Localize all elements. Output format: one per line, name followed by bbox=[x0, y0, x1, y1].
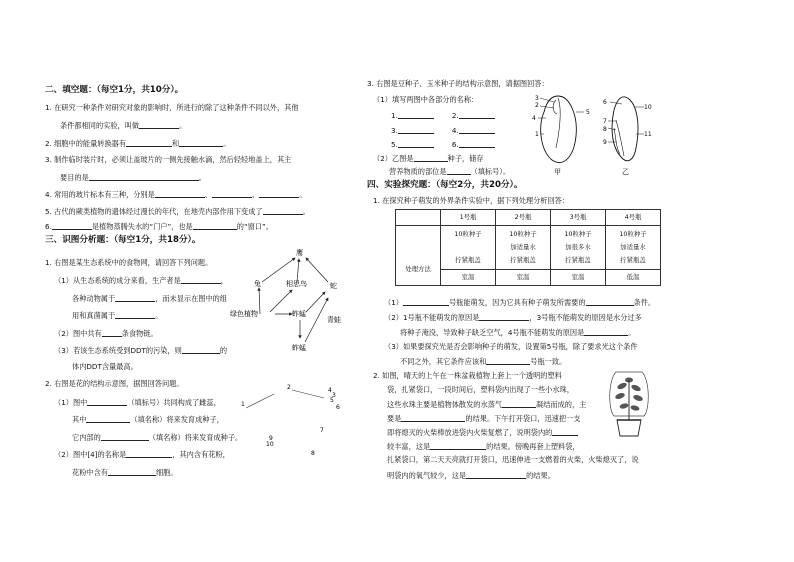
table-cell: 室温 bbox=[551, 270, 606, 286]
answer-blank[interactable] bbox=[101, 433, 149, 441]
flower-label: 6 bbox=[336, 404, 340, 411]
s4-q2-line6: 较丰富，这是 的结果。傍晚再套上塑料袋， bbox=[387, 442, 580, 451]
seed-structure-diagram bbox=[530, 90, 660, 178]
answer-blank[interactable] bbox=[584, 328, 628, 336]
bean-label: 1 bbox=[535, 131, 539, 138]
answer-blank[interactable] bbox=[126, 450, 172, 458]
flower-label: 8 bbox=[311, 450, 315, 457]
answer-blank[interactable] bbox=[126, 139, 172, 147]
corn-label: 10 bbox=[644, 104, 652, 111]
flower-label: 2 bbox=[287, 384, 291, 391]
s4-q2-line7: 扎紧袋口，第二天天亮就打开袋口，迅速伸进一支燃着的火柴，火柴熄灭了，说 bbox=[387, 455, 639, 464]
answer-blank[interactable] bbox=[89, 173, 199, 181]
answer-blank[interactable] bbox=[52, 222, 92, 230]
flower-label: 10 bbox=[266, 441, 274, 448]
s4-q2-line2: 袋，扎紧袋口，一段时间后，塑料袋内出现了一些小水珠， bbox=[387, 385, 574, 394]
s3-q1-3c: 体内DDT含量最高。 bbox=[72, 362, 138, 371]
s2-q3-line2: 要目的是 。 bbox=[60, 173, 206, 182]
corn-label: 11 bbox=[644, 131, 652, 138]
s2-q6: 6. 是植物蒸腾失水的“门户”，也是 的“窗口”。 bbox=[45, 222, 273, 231]
food-web-node: 相思鸟 bbox=[286, 280, 307, 288]
r-q3-1: （1）填写两图中各部分的名称： bbox=[373, 95, 479, 104]
food-web-node: 青蛙 bbox=[327, 316, 341, 324]
answer-blank[interactable] bbox=[430, 442, 486, 450]
answer-blank[interactable] bbox=[479, 313, 529, 321]
flower-label: 4 bbox=[328, 387, 332, 394]
answer-blank[interactable] bbox=[486, 357, 530, 365]
s4-q1: 1. 在探究种子萌发的外界条件实验中，据下列处理分析回答： bbox=[373, 196, 570, 205]
food-web-node: 绿色植物 bbox=[230, 310, 258, 318]
r-q3-items-row2: 3. 4. bbox=[391, 126, 495, 134]
s3-q1-1a: （1）从生态系统的成分来看，生产者是 ， bbox=[54, 276, 228, 285]
corn-label: 7 bbox=[603, 118, 607, 125]
corn-caption: 乙 bbox=[622, 168, 629, 176]
answer-blank[interactable] bbox=[115, 294, 155, 302]
table-cell: 室温 bbox=[496, 270, 551, 286]
answer-blank[interactable] bbox=[193, 222, 237, 230]
s4-q2-line3: 这些水珠主要是植物体散发的水蒸气 凝结而成的，主 bbox=[387, 400, 587, 409]
s2-q4: 4. 常用的玻片标本有三种，分别是 、 、 。 bbox=[45, 190, 307, 199]
r-q3: 3. 右图是豆种子、玉米种子的结构示意图，请据图回答： bbox=[367, 79, 549, 88]
answer-blank[interactable] bbox=[447, 167, 471, 175]
answer-blank[interactable] bbox=[466, 471, 526, 479]
table-header-cell: 1号瓶 bbox=[441, 210, 496, 226]
s3-q2-1: （1）图中 （填标号）共同构成了雌蕊， bbox=[54, 398, 221, 407]
answer-blank[interactable] bbox=[398, 111, 434, 119]
answer-blank[interactable] bbox=[212, 190, 252, 198]
flower-label: 3 bbox=[332, 392, 336, 399]
answer-blank[interactable] bbox=[108, 468, 156, 476]
bean-label: 4 bbox=[532, 115, 536, 122]
food-web-diagram bbox=[230, 244, 360, 356]
answer-blank[interactable] bbox=[179, 139, 223, 147]
answer-blank[interactable] bbox=[182, 346, 220, 354]
s2-q5: 5. 古代的蕨类植物的遗体经过漫长的年代，在地壳内部作用下变成了 。 bbox=[45, 207, 310, 216]
flower-diagram bbox=[232, 382, 342, 460]
s4-a1: （1） 号瓶能萌发，因为它具有种子萌发所需要的 条件。 bbox=[384, 298, 656, 307]
s3-q2-2: 其中 （填名称）将来发育成种子， bbox=[72, 415, 224, 424]
s4-a2c: 将种子淹没，导致种子缺乏空气，4号瓶不能萌发的原因是 。 bbox=[400, 328, 636, 337]
s3-q1-2: （2）图中共有 条食物链。 bbox=[54, 329, 158, 338]
s4-a3b: 不同之外，其它条件应该和 号瓶一致。 bbox=[400, 357, 567, 366]
answer-blank[interactable] bbox=[181, 276, 221, 284]
section-3-title: 三、识图分析题：（每空1分，共18分）。 bbox=[45, 235, 201, 245]
s4-q2-line5: 即将熄灭的火柴棒放进袋内火柴复燃了，说明袋内的 bbox=[387, 428, 578, 436]
food-web-node: 鹰 bbox=[296, 249, 303, 257]
s3-q1-1b: 各种动物属于 ，而未显示在图中的组 bbox=[72, 294, 228, 303]
answer-blank[interactable] bbox=[586, 298, 634, 306]
s4-q2-line1: 2. 如图，晴天的上午在一株盆栽植物上套上一个透明的塑料 bbox=[373, 371, 562, 380]
table-cell: 10粒种子 拧紧瓶盖 bbox=[441, 226, 496, 270]
answer-blank[interactable] bbox=[414, 154, 448, 162]
flower-label: 9 bbox=[269, 435, 273, 442]
s3-q2: 2. 右图是花的结构示意图，据图回答问题。 bbox=[45, 379, 184, 388]
s2-q1-line1: 1. 在研究一种条件对研究对象的影响时，所进行的除了这种条件不同以外，其他 bbox=[45, 103, 299, 112]
s3-q2-3: 它内部的 （填名称）将来发育成种子。 bbox=[72, 433, 243, 442]
bean-caption: 甲 bbox=[554, 168, 561, 176]
s2-q2: 2. 细胞中的能量转换器有 和 。 bbox=[45, 139, 231, 148]
answer-blank[interactable] bbox=[139, 121, 179, 129]
r-q3-2b: 营养物质的部位是 （填标号）。 bbox=[389, 167, 511, 176]
s3-q2-4: （2）图中[4]的名称是 ，其内含有花粉， bbox=[54, 450, 230, 459]
table-header-cell: 2号瓶 bbox=[496, 210, 551, 226]
s4-q2-line8: 明袋内的氧气较少，这是 的结果。 bbox=[387, 471, 555, 480]
answer-blank[interactable] bbox=[87, 398, 127, 406]
food-web-node: 蛇 bbox=[330, 282, 337, 290]
r-q3-items-row3: 5. 6. bbox=[391, 140, 495, 148]
answer-blank[interactable] bbox=[155, 190, 205, 198]
table-cell: 低温 bbox=[606, 270, 661, 286]
table-header-cell: 4号瓶 bbox=[606, 210, 661, 226]
experiment-table bbox=[395, 209, 661, 286]
bean-label: 5 bbox=[586, 109, 590, 116]
r-q3-items-row1: 1. 2. bbox=[391, 111, 495, 119]
food-web-node: 兔 bbox=[254, 280, 261, 288]
answer-blank[interactable] bbox=[86, 415, 130, 423]
food-web-node: 蚱蜢 bbox=[292, 310, 306, 318]
s3-q1-3: （3）若该生态系统受到DDT的污染，则 的 bbox=[54, 346, 228, 355]
s2-q1-line2: 条件都相同的实验，叫做 。 bbox=[60, 121, 187, 130]
table-cell: 室温 bbox=[441, 270, 496, 286]
table-cell: 10粒种子 加适量水 拧紧瓶盖 bbox=[496, 226, 551, 270]
potted-plant-illustration bbox=[606, 370, 652, 440]
s3-q1-1c: 用和真菌属于 。 bbox=[72, 311, 163, 320]
bean-label: 3 bbox=[535, 95, 539, 102]
answer-blank[interactable] bbox=[403, 298, 449, 306]
r-q3-2a: （2）乙图是 种子，储存 bbox=[373, 154, 484, 163]
answer-blank[interactable] bbox=[398, 140, 434, 148]
table-corner-cell bbox=[396, 210, 441, 226]
food-web-node: 蚱蜢 bbox=[292, 344, 306, 352]
answer-blank[interactable] bbox=[259, 190, 299, 198]
bean-label: 2 bbox=[535, 102, 539, 109]
answer-blank[interactable] bbox=[502, 400, 536, 408]
table-row-label: 处理方法 bbox=[396, 226, 441, 286]
answer-blank[interactable] bbox=[459, 111, 495, 119]
flower-label: 1 bbox=[241, 401, 245, 408]
table-cell: 10粒种子 加很多水 拧紧瓶盖 bbox=[551, 226, 606, 270]
flower-label: 5 bbox=[330, 397, 334, 404]
section-4-title: 四、实验探究题：（每空2分，共20分）。 bbox=[367, 180, 523, 190]
flower-label: 7 bbox=[320, 427, 324, 434]
s2-q3-line1: 3. 制作临时装片时，必须让盖玻片的一侧先接触水滴，然后轻轻地盖上，其主 bbox=[45, 155, 292, 164]
s4-a2: （2）1号瓶不能萌发的原因是 ，3号瓶不能萌发的原因是水分过多 bbox=[384, 313, 642, 322]
table-header-cell: 3号瓶 bbox=[551, 210, 606, 226]
corn-label: 8 bbox=[603, 126, 607, 133]
s4-a3: （3）如果要探究光是否会影响种子的萌发，设置第5号瓶，除了要求光这个条件 bbox=[384, 342, 638, 351]
s3-q2-5: 花粉中含有 细胞。 bbox=[72, 468, 178, 477]
answer-blank[interactable] bbox=[115, 311, 155, 319]
table-cell: 10粒种子 加适量水 拧紧瓶盖 bbox=[606, 226, 661, 270]
answer-blank[interactable] bbox=[401, 414, 465, 422]
answer-blank[interactable] bbox=[398, 126, 434, 134]
s3-q1: 1. 右图是某生态系统中的食物网，请回答下列问题。 bbox=[45, 258, 213, 267]
answer-blank[interactable] bbox=[102, 329, 122, 337]
answer-blank[interactable] bbox=[459, 126, 495, 134]
s4-q2-line4: 要是 的结果。下午打开袋口，迅速把一支 bbox=[387, 414, 581, 423]
answer-blank[interactable] bbox=[552, 428, 578, 436]
answer-blank[interactable] bbox=[263, 207, 303, 215]
corn-label: 9 bbox=[603, 139, 607, 146]
corn-label: 6 bbox=[603, 99, 607, 106]
answer-blank[interactable] bbox=[459, 140, 495, 148]
section-2-title: 二、填空题：（每空1分，共10分）。 bbox=[45, 85, 184, 95]
